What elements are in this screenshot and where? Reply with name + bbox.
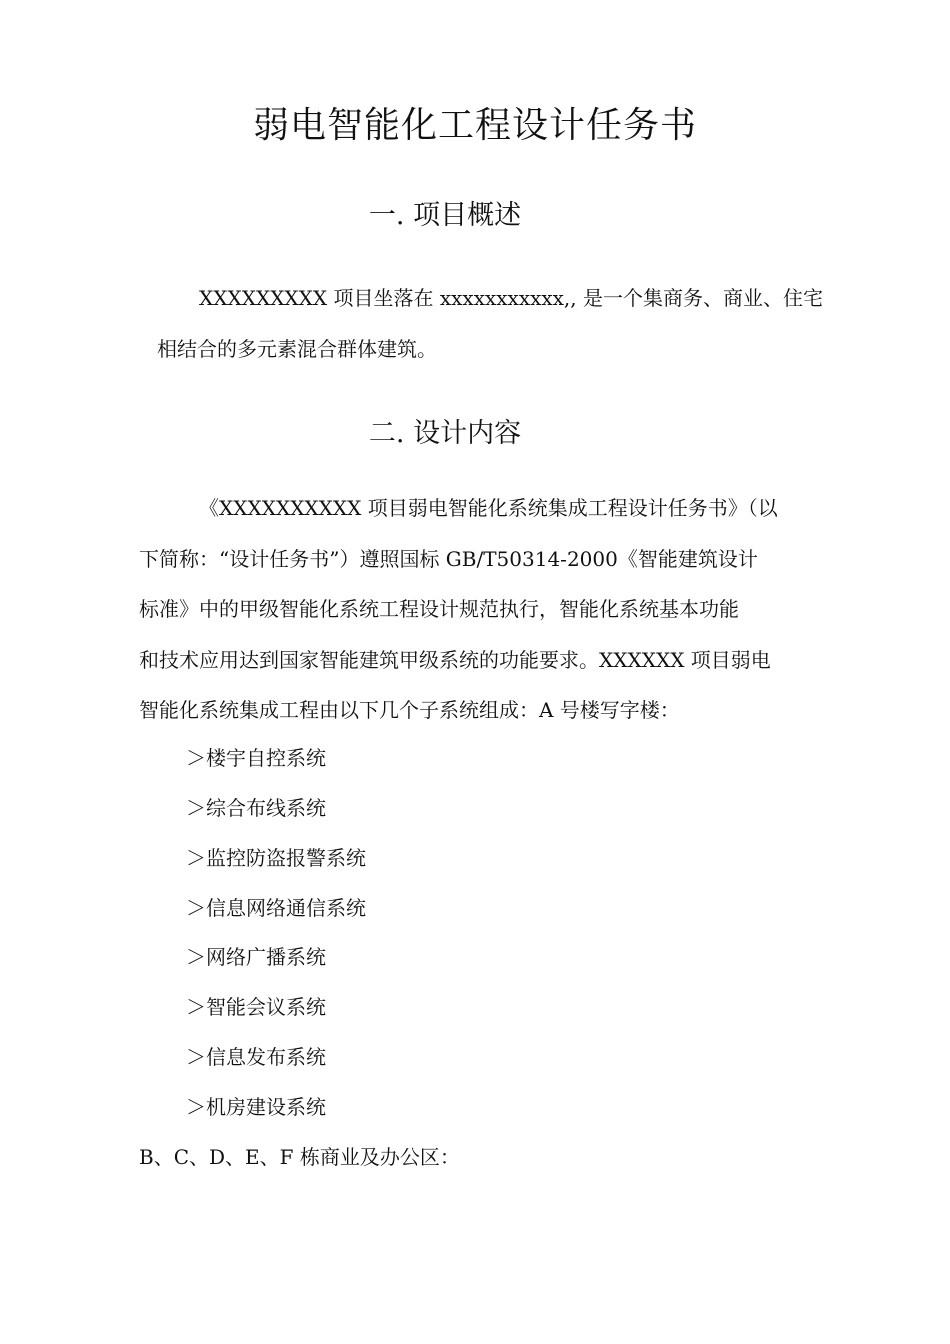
design-content-paragraph-line: 智能化系统集成工程由以下几个子系统组成：A 号楼写字楼：: [139, 698, 680, 722]
subsystem-list-item: ＞信息发布系统: [186, 1045, 326, 1069]
design-content-paragraph-line: 《XXXXXXXXXX 项目弱电智能化系统集成工程设计任务书》（以: [199, 496, 778, 520]
overview-paragraph-line: XXXXXXXXX 项目坐落在 xxxxxxxxxxx,, 是一个集商务、商业、住宅: [199, 286, 824, 310]
design-content-paragraph-line: 和技术应用达到国家智能建筑甲级系统的功能要求。XXXXXX 项目弱电: [139, 648, 771, 672]
subsystem-list-item: ＞信息网络通信系统: [186, 896, 366, 920]
subsystem-list-item: ＞监控防盗报警系统: [186, 846, 366, 870]
subsystem-list-item: ＞机房建设系统: [186, 1095, 326, 1119]
design-content-paragraph-line: 标准》中的甲级智能化系统工程设计规范执行，智能化系统基本功能: [139, 597, 739, 621]
design-content-paragraph-line: 下简称：“设计任务书”）遵照国标 GB/T50314-2000《智能建筑设计: [139, 547, 758, 571]
subsystem-list-item: ＞网络广播系统: [186, 945, 326, 969]
subsystem-list-item: ＞综合布线系统: [186, 796, 326, 820]
section-heading-overview: 一. 项目概述: [368, 200, 522, 231]
document-title: 弱电智能化工程设计任务书: [252, 105, 697, 146]
commercial-office-area-heading: B、C、D、E、F 栋商业及办公区：: [139, 1145, 460, 1169]
subsystem-list-item: ＞智能会议系统: [186, 995, 326, 1019]
overview-paragraph-line: 相结合的多元素混合群体建筑。: [157, 337, 437, 361]
section-heading-design-content: 二. 设计内容: [368, 418, 522, 449]
subsystem-list-item: ＞楼宇自控系统: [186, 746, 326, 770]
